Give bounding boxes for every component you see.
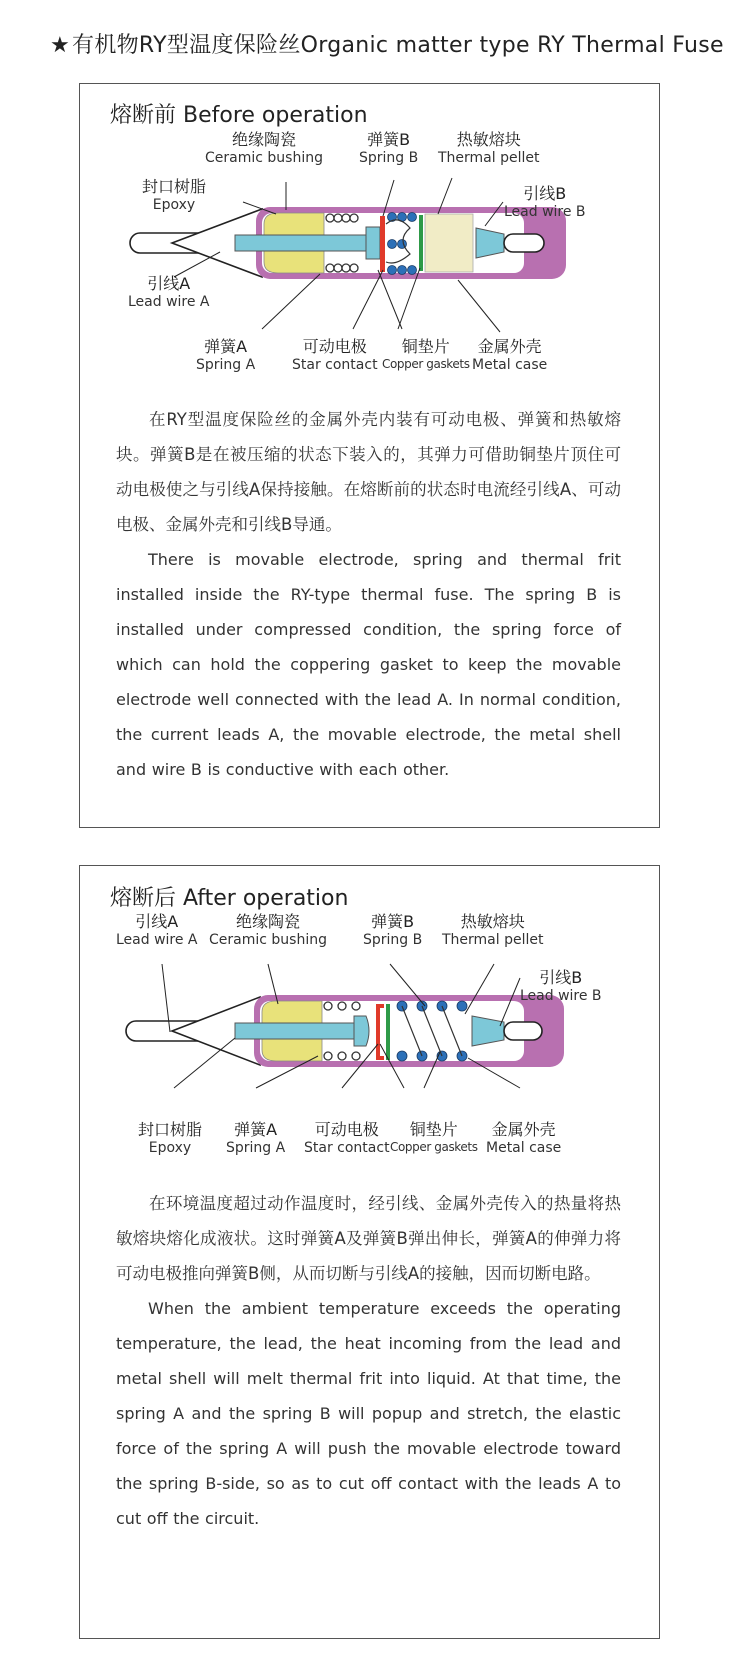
copper-gasket bbox=[419, 215, 423, 271]
after-text-zh: 在环境温度超过动作温度时，经引线、金属外壳传入的热量将热敏熔块熔化成液状。这时弹簧A及弹簧B弹出伸长，弹簧A的伸弹力将可动电极推向弹簧B侧，从而切断与引线A的接触，因而切断电路。 bbox=[116, 1194, 621, 1283]
after-description bbox=[116, 1186, 621, 1536]
before-text-zh: 在RY型温度保险丝的金属外壳内装有可动电极、弹簧和热敏熔块。弹簧B是在被压缩的状态下装入的，其弹力可借助铜垫片顶住可动电极使之与引线A保持接触。在熔断前的状态时电流经引线A、可动电极、金属外壳和引线B导通。 bbox=[116, 410, 621, 534]
label-spring-a: 弹簧A Spring A bbox=[196, 337, 256, 373]
label-lead-wire-b: 引线B Lead wire B bbox=[520, 968, 602, 1004]
label-spring-b: 弹簧B Spring B bbox=[363, 912, 423, 948]
after-text-en: When the ambient temperature exceeds the operating temperature, the lead, the heat incoming from the lead and metal shell will melt thermal frit into liquid. At that time, the spring A and the spring B will popup and stretch, the elastic force of the spring A will push the movable electrode toward the spring B-side, so as to cut off contact with the leads A to cut off the circuit. bbox=[116, 1299, 621, 1528]
before-text-en: There is movable electrode, spring and thermal frit installed inside the RY-type thermal fuse. The spring B is installed under compressed condition, the spring force of which can hold the coppering gasket to keep the movable electrode well connected with the lead A. In normal condition, the current leads A, the movable electrode, the metal shell and wire B is conductive with each other. bbox=[116, 550, 621, 779]
lead-a-inner bbox=[235, 1023, 355, 1039]
page-title bbox=[50, 28, 724, 59]
label-ceramic-bushing: 绝缘陶瓷 Ceramic bushing bbox=[209, 912, 327, 948]
before-description bbox=[116, 402, 621, 787]
label-metal-case: 金属外壳 Metal case bbox=[486, 1120, 562, 1156]
label-lead-wire-a: 引线A Lead wire A bbox=[116, 912, 198, 948]
label-spring-a: 弹簧A Spring A bbox=[226, 1120, 286, 1156]
label-thermal-pellet: 热敏熔块 Thermal pellet bbox=[442, 912, 544, 948]
label-lead-wire-a: 引线A Lead wire A bbox=[128, 274, 210, 310]
label-copper-gaskets: 铜垫片 Copper gaskets bbox=[390, 1120, 478, 1154]
copper-gasket bbox=[386, 1004, 390, 1060]
label-lead-wire-b: 引线B Lead wire B bbox=[504, 184, 586, 220]
after-panel-title: 熔断后 After operation bbox=[110, 886, 349, 911]
label-copper-gaskets: 铜垫片 Copper gaskets bbox=[382, 337, 470, 371]
label-star-contact: 可动电极 Star contact bbox=[292, 337, 378, 373]
label-thermal-pellet: 热敏熔块 Thermal pellet bbox=[438, 130, 540, 166]
after-operation-panel bbox=[79, 865, 660, 1639]
lead-a-inner bbox=[235, 235, 369, 251]
before-operation-panel bbox=[79, 83, 660, 828]
lead-a-head bbox=[366, 227, 380, 259]
label-spring-b: 弹簧B Spring B bbox=[359, 130, 419, 166]
star-contact bbox=[380, 216, 385, 272]
lead-wire-b bbox=[504, 234, 544, 252]
lead-a-head bbox=[354, 1016, 369, 1046]
thermal-pellet bbox=[425, 214, 473, 272]
label-metal-case: 金属外壳 Metal case bbox=[472, 337, 548, 373]
label-epoxy: 封口树脂 Epoxy bbox=[138, 1120, 203, 1156]
label-ceramic-bushing: 绝缘陶瓷 Ceramic bushing bbox=[205, 130, 323, 166]
page-title-text: 有机物RY型温度保险丝Organic matter type RY Thermal Fuse bbox=[72, 33, 724, 58]
lead-wire-b bbox=[504, 1022, 542, 1040]
before-panel-title: 熔断前 Before operation bbox=[110, 103, 368, 128]
label-epoxy: 封口树脂 Epoxy bbox=[142, 177, 207, 213]
label-star-contact: 可动电极 Star contact bbox=[304, 1120, 390, 1156]
star-icon: ★ bbox=[50, 33, 71, 58]
